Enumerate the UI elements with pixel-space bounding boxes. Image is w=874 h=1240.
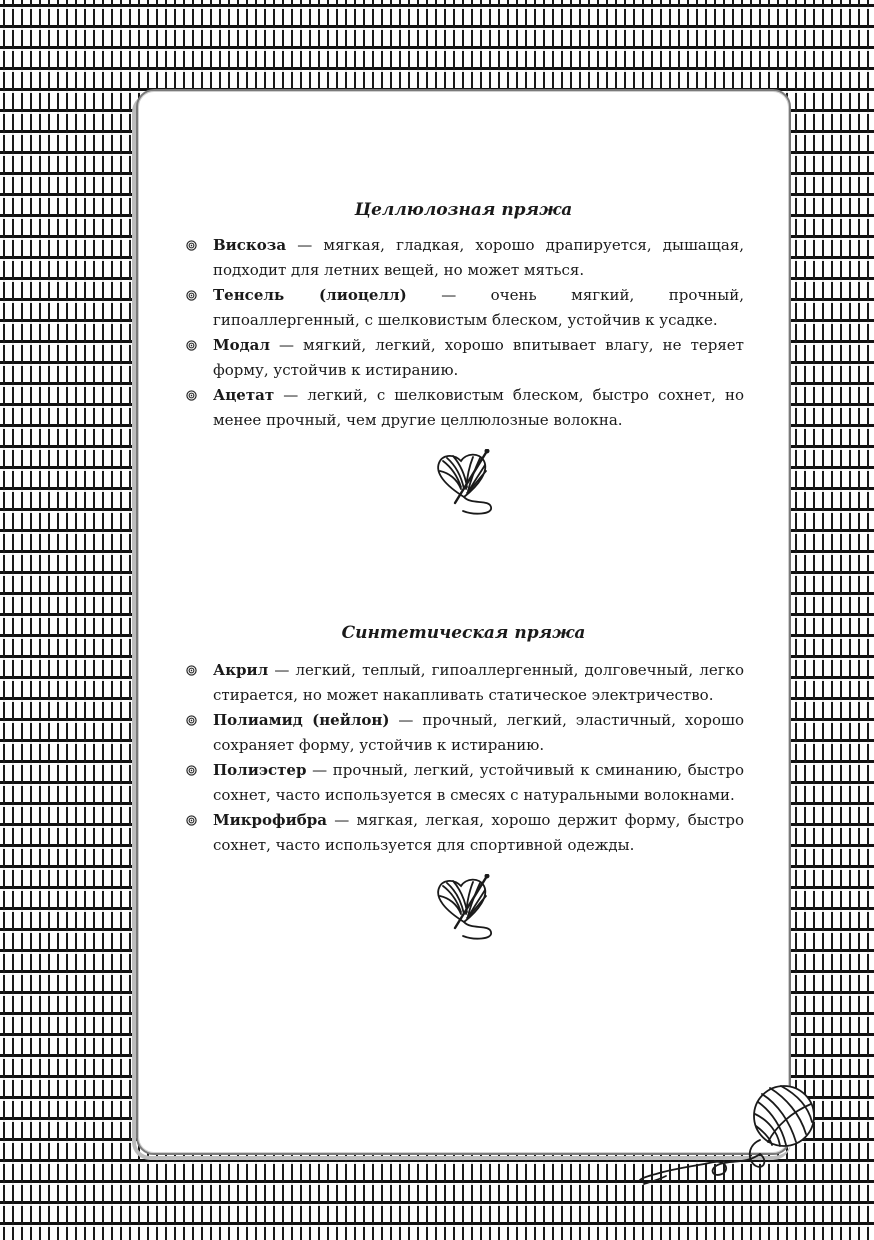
section-title-synthetic: Синтетическая пряжа [341, 623, 586, 643]
list-item-text: — прочный, легкий, устойчивый к сминанию, быстро сохнет, часто используется в смесях с натуральными волокнами. [213, 761, 744, 804]
list-item-term: Тенсель (лиоцелл) [213, 286, 407, 304]
list-item-term: Ацетат [213, 386, 275, 404]
list-item-text: — прочный, легкий, эластичный, хорошо сохраняет форму, устойчив к истиранию. [213, 711, 744, 754]
list-item-text: — мягкая, легкая, хорошо держит форму, быстро сохнет, часто используется для спортивной одежды. [213, 811, 744, 854]
list-item [186, 333, 744, 383]
synthetic-yarn-list [186, 658, 744, 858]
list-item-text: — легкий, с шелковистым блеском, быстро сохнет, но менее прочный, чем другие целлюлозные волокна. [213, 386, 744, 429]
concentric-circle-bullet-icon [186, 715, 197, 726]
yarn-ball-icon [636, 1082, 816, 1186]
list-item-term: Акрил [213, 661, 269, 679]
list-item [186, 708, 744, 758]
cellulose-yarn-list [186, 233, 744, 433]
concentric-circle-bullet-icon [186, 765, 197, 776]
list-item [186, 758, 744, 808]
yarn-heart-with-needle-icon [433, 449, 495, 519]
list-item-text: — очень мягкий, прочный, гипоаллергенный, с шелковистым блеском, устойчив к усадке. [213, 286, 744, 329]
concentric-circle-bullet-icon [186, 815, 197, 826]
concentric-circle-bullet-icon [186, 240, 197, 251]
list-item-text: — легкий, теплый, гипоаллергенный, долговечный, легко стирается, но может накапливать статическое электричество. [213, 661, 744, 704]
list-item-text: — мягкий, легкий, хорошо впитывает влагу, не теряет форму, устойчив к истиранию. [213, 336, 744, 379]
list-item-term: Полиэстер [213, 761, 307, 779]
yarn-heart-with-needle-icon [433, 874, 495, 944]
list-item-term: Модал [213, 336, 270, 354]
list-item-text: — мягкая, гладкая, хорошо драпируется, дышащая, подходит для летних вещей, но может мяться. [213, 236, 744, 279]
concentric-circle-bullet-icon [186, 340, 197, 351]
list-item [186, 808, 744, 858]
list-item [186, 233, 744, 283]
list-item-term: Вискоза [213, 236, 287, 254]
list-item-term: Микрофибра [213, 811, 327, 829]
concentric-circle-bullet-icon [186, 390, 197, 401]
concentric-circle-bullet-icon [186, 665, 197, 676]
list-item [186, 283, 744, 333]
section-title-cellulose: Целлюлозная пряжа [354, 200, 573, 220]
concentric-circle-bullet-icon [186, 290, 197, 301]
list-item [186, 658, 744, 708]
content-card [136, 89, 791, 1155]
list-item-term: Полиамид (нейлон) [213, 711, 390, 729]
list-item [186, 383, 744, 433]
